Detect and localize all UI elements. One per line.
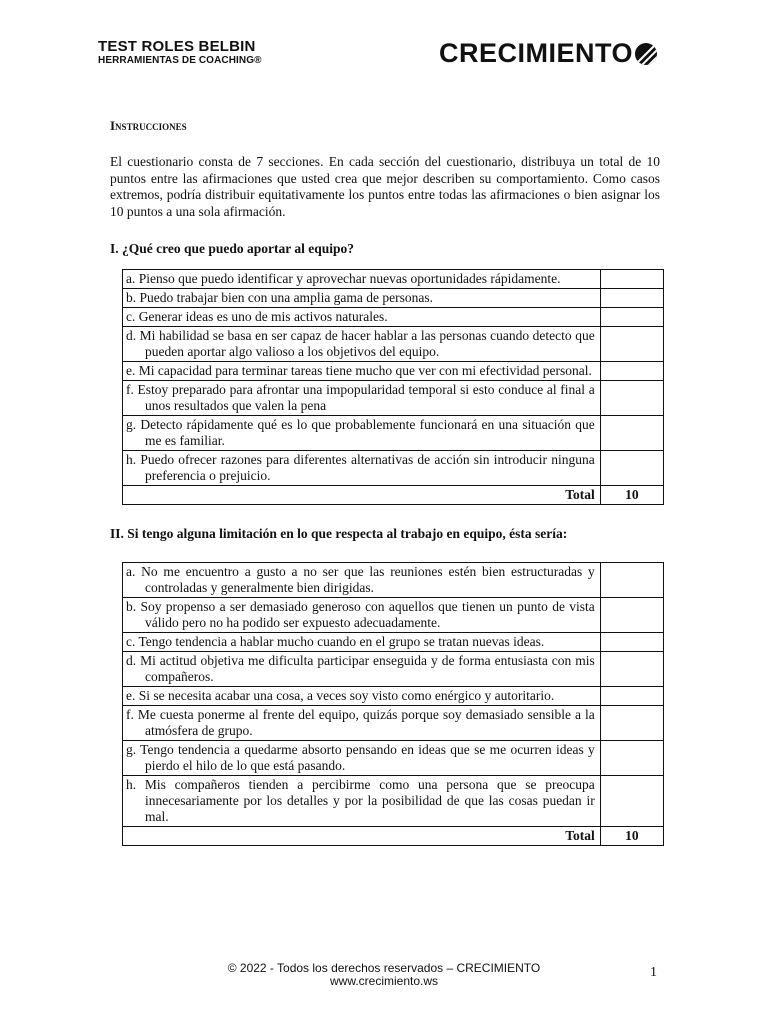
document-subtitle: HERRAMIENTAS DE COACHING® <box>98 55 262 66</box>
page-content <box>110 118 660 846</box>
total-value: 10 <box>600 486 663 505</box>
table-row <box>123 706 664 741</box>
points-cell[interactable] <box>600 289 663 308</box>
section-2-table <box>122 562 664 846</box>
statement-text: c. Tengo tendencia a hablar mucho cuando en el grupo se tratan nuevas ideas. <box>123 633 601 652</box>
section-2-heading: II. Si tengo alguna limitación en lo que respecta al trabajo en equipo, ésta sería: <box>110 526 568 541</box>
statement-text: e. Si se necesita acabar una cosa, a veces soy visto como enérgico y autoritario. <box>123 687 601 706</box>
instructions-heading: Instrucciones <box>110 118 187 133</box>
statement-text: d. Mi actitud objetiva me dificulta participar enseguida y de forma entusiasta con mis compañeros. <box>123 652 601 687</box>
points-cell[interactable] <box>600 598 663 633</box>
section-1-table <box>122 269 664 505</box>
points-cell[interactable] <box>600 362 663 381</box>
total-label: Total <box>123 486 601 505</box>
statement-text: g. Detecto rápidamente qué es lo que probablemente funcionará en una situación que me es familiar. <box>123 416 601 451</box>
points-cell[interactable] <box>600 687 663 706</box>
table-row <box>123 741 664 776</box>
statement-text: c. Generar ideas es uno de mis activos naturales. <box>123 308 601 327</box>
total-row <box>123 486 664 505</box>
table-row <box>123 416 664 451</box>
total-value: 10 <box>600 827 663 846</box>
points-cell[interactable] <box>600 652 663 687</box>
footer-copyright: © 2022 - Todos los derechos reservados – CRECIMIENTO <box>227 961 541 975</box>
statement-text: b. Puedo trabajar bien con una amplia gama de personas. <box>123 289 601 308</box>
points-cell[interactable] <box>600 706 663 741</box>
statement-text: g. Tengo tendencia a quedarme absorto pensando en ideas que se me ocurren ideas y pierdo el hilo de lo que está pasando. <box>123 741 601 776</box>
document-title: TEST ROLES BELBIN <box>98 38 256 55</box>
statement-text: h. Puedo ofrecer razones para diferentes alternativas de acción sin introducir ninguna preferencia o prejuicio. <box>123 451 601 486</box>
points-cell[interactable] <box>600 563 663 598</box>
table-row <box>123 308 664 327</box>
statement-text: b. Soy propenso a ser demasiado generoso con aquellos que tienen un punto de vista válido pero no ha podido ser expuesto adecuadamente. <box>123 598 601 633</box>
page-header <box>98 38 658 78</box>
total-label: Total <box>123 827 601 846</box>
statement-text: f. Me cuesta ponerme al frente del equipo, quizás porque soy demasiado sensible a la atmósfera de grupo. <box>123 706 601 741</box>
points-cell[interactable] <box>600 776 663 827</box>
statement-text: e. Mi capacidad para terminar tareas tiene mucho que ver con mi efectividad personal. <box>123 362 601 381</box>
table-row <box>123 652 664 687</box>
table-row <box>123 362 664 381</box>
page-number: 1 <box>650 965 657 980</box>
points-cell[interactable] <box>600 633 663 652</box>
table-row <box>123 270 664 289</box>
statement-text: a. Pienso que puedo identificar y aprovechar nuevas oportunidades rápidamente. <box>123 270 601 289</box>
crecimiento-logo <box>439 38 658 68</box>
statement-text: f. Estoy preparado para afrontar una impopularidad temporal si esto conduce al final a unos resultados que valen la pena <box>123 381 601 416</box>
points-cell[interactable] <box>600 308 663 327</box>
statement-text: h. Mis compañeros tienden a percibirme como una persona que se preocupa innecesariamente por los detalles y por la posibilidad de que las cosas puedan ir mal. <box>123 776 601 827</box>
points-cell[interactable] <box>600 741 663 776</box>
page-footer <box>0 962 768 988</box>
points-cell[interactable] <box>600 416 663 451</box>
table-row <box>123 451 664 486</box>
points-cell[interactable] <box>600 270 663 289</box>
table-row <box>123 598 664 633</box>
table-row <box>123 381 664 416</box>
table-row <box>123 633 664 652</box>
points-cell[interactable] <box>600 451 663 486</box>
points-cell[interactable] <box>600 381 663 416</box>
logo-wordmark: CRECIMIENTO <box>438 38 633 68</box>
table-row <box>123 289 664 308</box>
statement-text: a. No me encuentro a gusto a no ser que las reuniones estén bien estructuradas y controladas y generalmente bien dirigidas. <box>123 563 601 598</box>
table-row <box>123 327 664 362</box>
footer-website-link[interactable]: www.crecimiento.ws <box>329 974 439 988</box>
table-row <box>123 776 664 827</box>
points-cell[interactable] <box>600 327 663 362</box>
statement-text: d. Mi habilidad se basa en ser capaz de hacer hablar a las personas cuando detecto que pueden aportar algo valioso a los objetivos del equipo. <box>123 327 601 362</box>
instructions-body: El cuestionario consta de 7 secciones. En cada sección del cuestionario, distribuya un total de 10 puntos entre las afirmaciones que usted crea que mejor describen su comportamiento. Como casos extremos, podría distribuir equitativamente los puntos entre todas las afirmaciones o bien asignar los 10 puntos a una sola afirmación. <box>110 154 660 219</box>
total-row <box>123 827 664 846</box>
logo-circle-stripes-icon <box>634 42 658 66</box>
table-row <box>123 563 664 598</box>
table-row <box>123 687 664 706</box>
section-1-heading: I. ¿Qué creo que puedo aportar al equipo? <box>110 241 355 256</box>
